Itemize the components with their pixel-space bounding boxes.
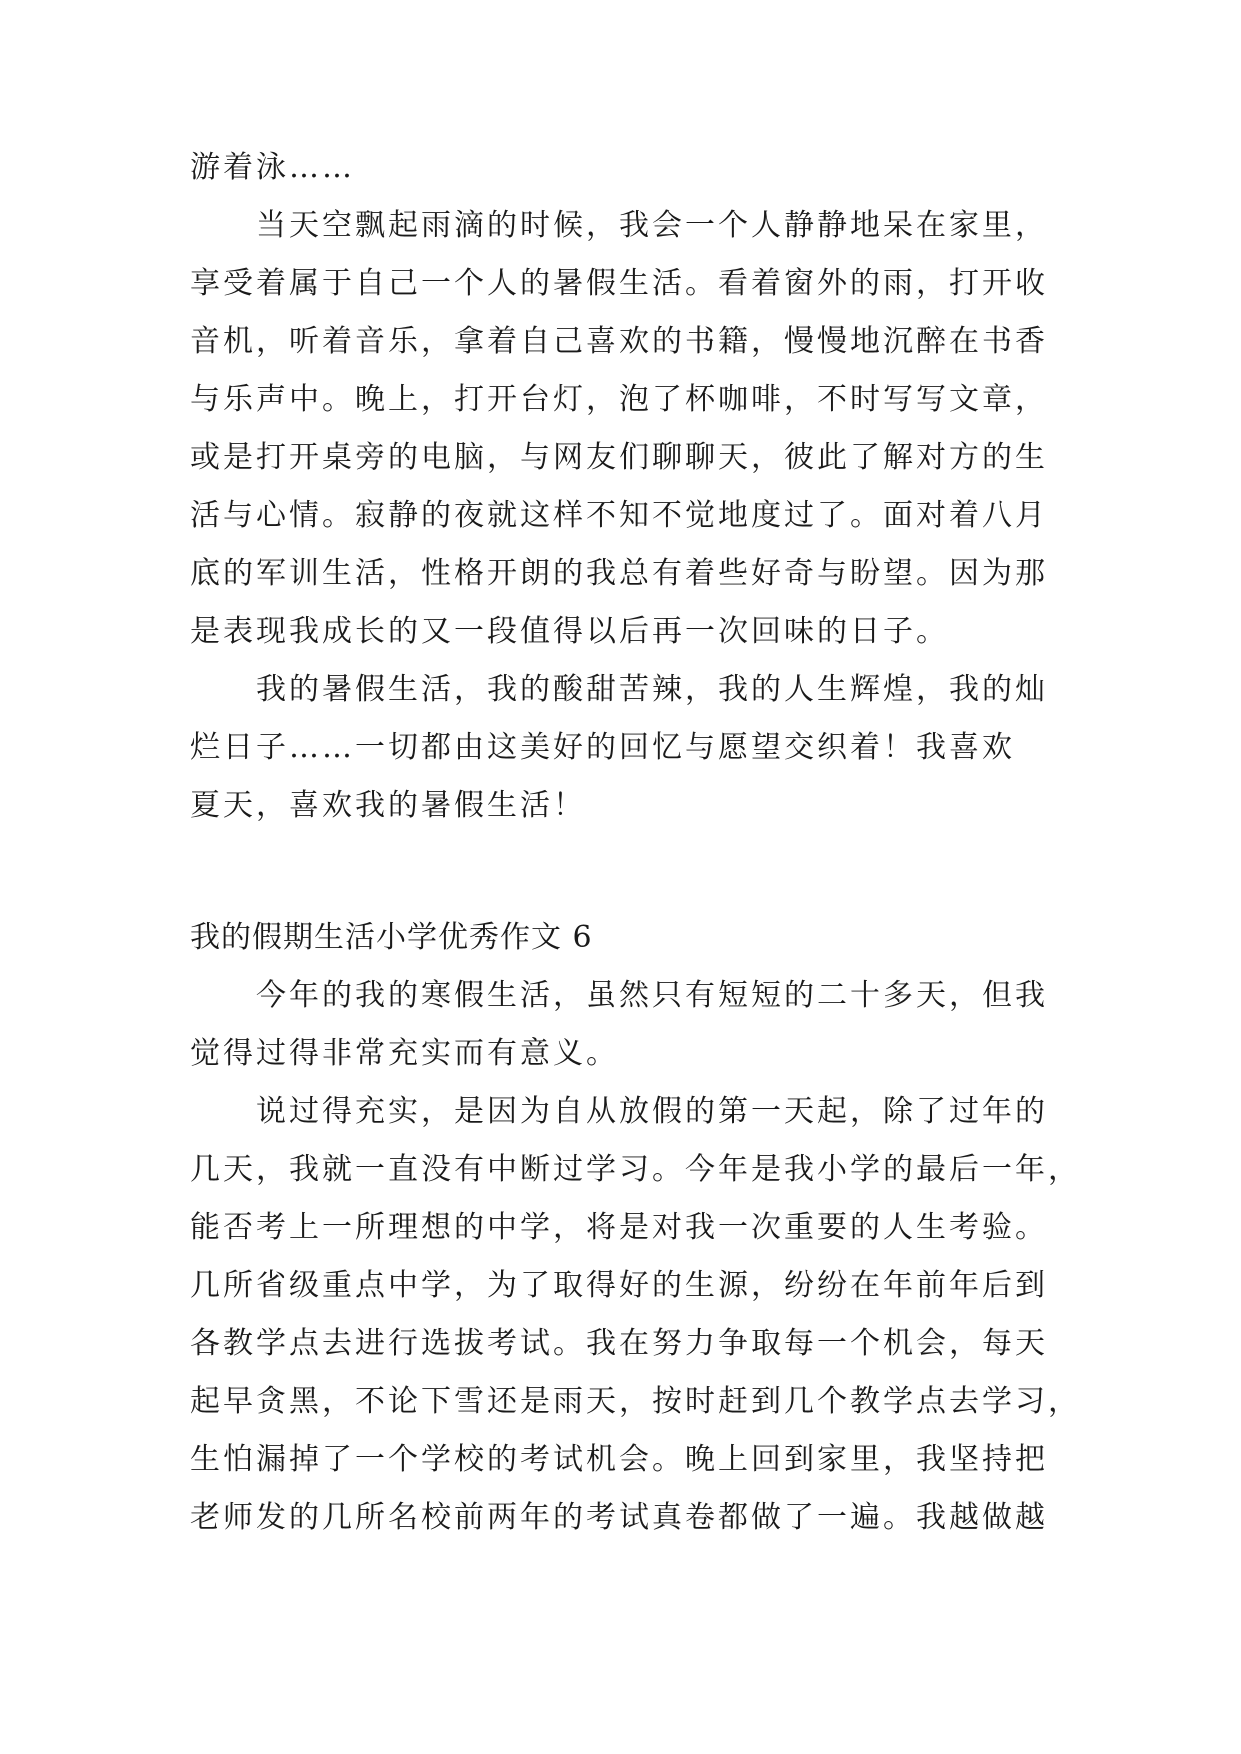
paragraph-first-line: 今年的我的寒假生活，虽然只有短短的二十多天，但我	[256, 978, 1048, 1013]
text-line: 享受着属于自己一个人的暑假生活。看着窗外的雨，打开收	[190, 266, 1048, 301]
paragraph-first-line: 当天空飘起雨滴的时候，我会一个人静静地呆在家里，	[256, 208, 1048, 243]
paragraph-first-line: 我的暑假生活，我的酸甜苦辣，我的人生辉煌，我的灿	[256, 672, 1048, 707]
text-line: 生怕漏掉了一个学校的考试机会。晚上回到家里，我坚持把	[190, 1442, 1048, 1477]
paragraph-first-line: 说过得充实，是因为自从放假的第一天起，除了过年的	[256, 1094, 1048, 1129]
text-line: 起早贪黑，不论下雪还是雨天，按时赶到几个教学点去学习，	[190, 1384, 1081, 1419]
text-line: 能否考上一所理想的中学，将是对我一次重要的人生考验。	[190, 1210, 1048, 1245]
text-line: 烂日子……一切都由这美好的回忆与愿望交织着！我喜欢	[190, 730, 1015, 765]
text-line: 觉得过得非常充实而有意义。	[190, 1036, 619, 1071]
text-line: 游着泳……	[190, 150, 355, 185]
text-line: 各教学点去进行选拔考试。我在努力争取每一个机会，每天	[190, 1326, 1048, 1361]
text-line: 夏天，喜欢我的暑假生活！	[190, 788, 586, 823]
text-line: 是表现我成长的又一段值得以后再一次回味的日子。	[190, 614, 949, 649]
text-line: 几所省级重点中学，为了取得好的生源，纷纷在年前年后到	[190, 1268, 1048, 1303]
text-line: 老师发的几所名校前两年的考试真卷都做了一遍。我越做越	[190, 1500, 1048, 1535]
text-line: 底的军训生活，性格开朗的我总有着些好奇与盼望。因为那	[190, 556, 1048, 591]
text-line: 与乐声中。晚上，打开台灯，泡了杯咖啡，不时写写文章，	[190, 382, 1048, 417]
section-title: 我的假期生活小学优秀作文 6	[190, 920, 593, 955]
text-line: 活与心情。寂静的夜就这样不知不觉地度过了。面对着八月	[190, 498, 1048, 533]
text-line: 音机，听着音乐，拿着自己喜欢的书籍，慢慢地沉醉在书香	[190, 324, 1048, 359]
text-line: 几天，我就一直没有中断过学习。今年是我小学的最后一年，	[190, 1152, 1081, 1187]
text-line: 或是打开桌旁的电脑，与网友们聊聊天，彼此了解对方的生	[190, 440, 1048, 475]
